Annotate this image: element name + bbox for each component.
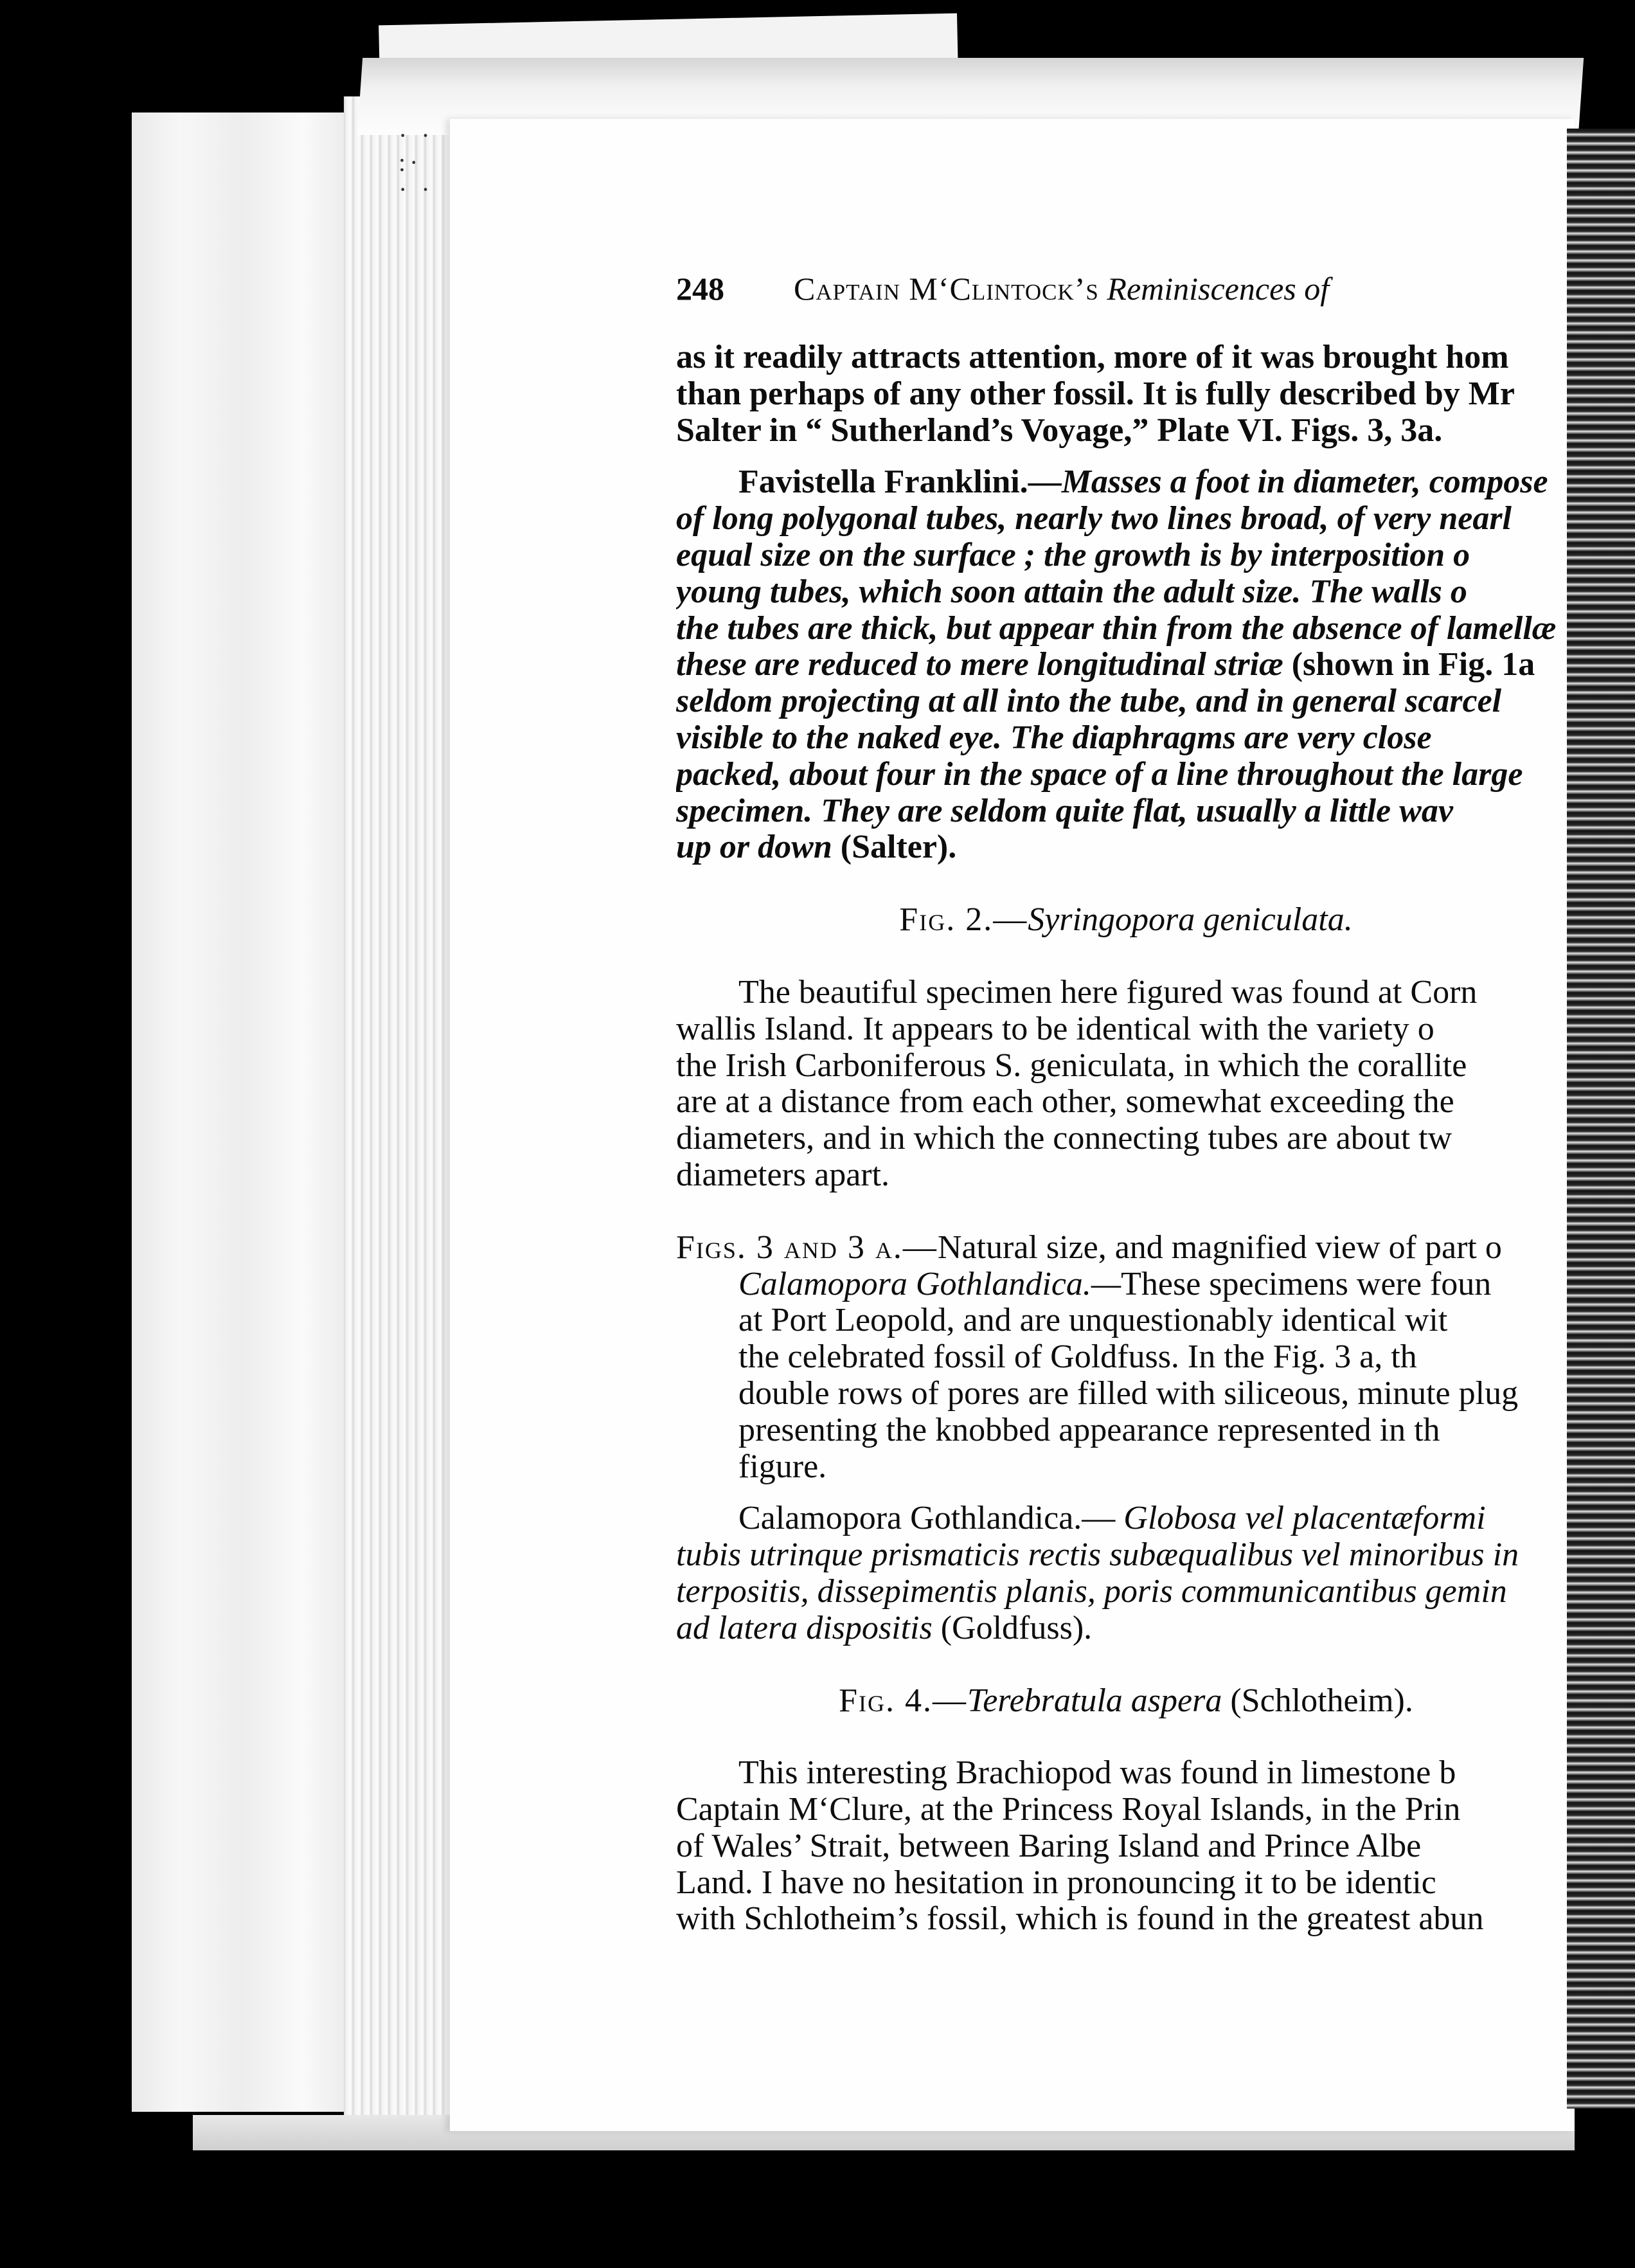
figure-species: Terebratula aspera (967, 1682, 1222, 1719)
text-line (676, 1230, 1576, 1266)
paragraph-favistella (676, 464, 1576, 866)
paragraph-brachiopod (676, 1755, 1576, 1938)
page-number: 248 (676, 271, 724, 307)
figure-label: Fig. 2.— (899, 901, 1028, 939)
text-line (676, 829, 1576, 866)
figure-label: Figs. 3 and 3 a.— (676, 1229, 938, 1266)
figure-label: Fig. 4.— (839, 1682, 968, 1719)
text-line: packed, about four in the space of a line throughout the large (676, 756, 1523, 793)
paragraph-1 (676, 339, 1576, 449)
body-text (676, 339, 1576, 1938)
text-line: diameters apart. (676, 1156, 890, 1193)
text-line: figure. (738, 1448, 827, 1485)
text-line: Land. I have no hesitation in pronouncing it to be identic (676, 1864, 1436, 1901)
text-line: equal size on the surface ; the growth is by interposition o (676, 537, 1470, 573)
text-line: as it readily attracts attention, more of it was brought hom (676, 339, 1509, 375)
text-line: double rows of pores are filled with siliceous, minute plug (738, 1375, 1519, 1412)
text-line: This interesting Brachiopod was found in limestone b (738, 1755, 1456, 1792)
text-line: young tubes, which soon attain the adult size. The walls o (676, 573, 1467, 610)
text-line: of long polygonal tubes, nearly two lines broad, of very nearl (676, 501, 1512, 537)
figure-2-caption (676, 902, 1576, 939)
paragraph-syringopora (676, 975, 1576, 1194)
species-description: Masses a foot in diameter, compose (1061, 464, 1548, 501)
text-line (676, 464, 1576, 501)
text-line: the tubes are thick, but appear thin from the absence of lamellæ (676, 610, 1557, 647)
text-line: The beautiful specimen here figured was found at Corn (738, 974, 1478, 1011)
text-line: with Schlotheim’s fossil, which is found in the greatest abun (676, 1901, 1484, 1938)
text-line: are at a distance from each other, somewhat exceeding the (676, 1084, 1454, 1120)
text-line: wallis Island. It appears to be identical with the variety o (676, 1011, 1434, 1047)
figure-author: (Schlotheim). (1230, 1682, 1413, 1719)
text-line: presenting the knobbed appearance represented in th (738, 1412, 1440, 1448)
text-line: Captain M‘Clure, at the Princess Royal Islands, in the Prin (676, 1792, 1461, 1828)
text-fragment: These specimens were foun (1121, 1266, 1492, 1302)
text-line: Salter in “ Sutherland’s Voyage,” Plate VI. Figs. 3, 3a. (676, 412, 1443, 449)
text-fragment: up or down (676, 829, 832, 866)
text-line: than perhaps of any other fossil. It is fully described by Mr (676, 375, 1515, 412)
text-fragment: these are reduced to mere longitudinal striæ (676, 647, 1283, 683)
running-header (676, 270, 1329, 307)
text-line: the celebrated fossil of Goldfuss. In the Fig. 3 a, th (738, 1339, 1417, 1376)
text-line (676, 1500, 1576, 1537)
text-line: the Irish Carboniferous S. geniculata, in which the corallite (676, 1047, 1467, 1084)
edge-specks: · · :· · · (398, 121, 434, 204)
text-line: visible to the naked eye. The diaphragms are very close (676, 719, 1432, 756)
figure-species: Calamopora Gothlandica.— (738, 1266, 1121, 1302)
page-edges (344, 96, 466, 2141)
text-line: diameters, and in which the connecting tubes are about tw (676, 1120, 1452, 1157)
text-line (676, 1610, 1576, 1647)
book-fore-edge (132, 113, 376, 2112)
running-title-italic: Reminiscences of (1107, 271, 1330, 307)
text-line (676, 1266, 1576, 1303)
citation: (Salter). (840, 829, 957, 866)
text-line: seldom projecting at all into the tube, and in general scarcel (676, 683, 1502, 720)
figure-reference: (shown in Fig. 1a (1291, 647, 1535, 683)
figure-3-caption (676, 1230, 1576, 1486)
text-fragment: Natural size, and magnified view of part o (937, 1229, 1502, 1266)
text-line: tubis utrinque prismaticis rectis subæqualibus vel minoribus in (676, 1537, 1519, 1574)
figure-species: Syringopora geniculata. (1028, 901, 1353, 939)
figure-4-caption (676, 1683, 1576, 1720)
text-fragment: ad latera dispositis (676, 1610, 933, 1646)
text-line: at Port Leopold, and are unquestionably identical wit (738, 1302, 1448, 1339)
text-line (676, 647, 1576, 683)
text-line: of Wales’ Strait, between Baring Island and Prince Albe (676, 1828, 1422, 1864)
facing-page-strip (1567, 129, 1635, 2109)
species-name: Calamopora Gothlandica.— (738, 1500, 1116, 1537)
text-line: terpositis, dissepimentis planis, poris communicantibus gemin (676, 1573, 1507, 1610)
running-title: Captain M‘Clintock’s (794, 271, 1099, 307)
latin-description: Globosa vel placentæformi (1123, 1500, 1486, 1537)
species-name: Favistella Franklini.— (738, 464, 1062, 501)
text-line: specimen. They are seldom quite flat, usually a little wav (676, 793, 1453, 829)
paragraph-calamopora (676, 1500, 1576, 1646)
citation: (Goldfuss). (940, 1610, 1093, 1646)
